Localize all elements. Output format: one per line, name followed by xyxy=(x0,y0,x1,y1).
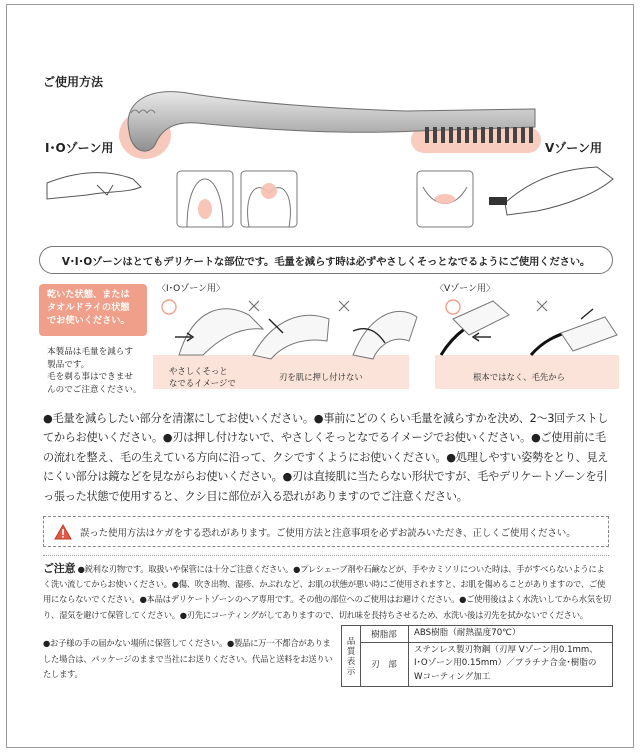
handle-value: ABS樹脂（耐熱温度70℃） xyxy=(414,628,521,638)
ng-mark-1 xyxy=(249,301,259,311)
separator xyxy=(43,555,609,556)
ok-mark-io xyxy=(162,300,176,314)
blade-value: ステンレス製刃物鋼（刃厚 Vゾーン用0.1mm、 I･Oゾーン用0.15mm）／プラチナ合金･樹脂の Wコーティング加工 xyxy=(414,645,598,682)
caption-gentle: やさしくそっと なでるイメージで xyxy=(169,366,236,388)
caution-text: ●鋭利な刃物です。取扱いや保管には十分ご注意ください。●プレシェーブ剤や石鹸などが、手やカミソリについた時は、手がすべらないようによく洗い流してからお使いください。●傷、吹き出物、湿疹、かぶれなど、お肌の状態が悪い時にご使用されますと、お肌を傷めることがありますので、ご使用にならないでください。●本品はデリケートゾーンのヘア専用です。その他の部位へのご使用はお避けください。●ご使用後はよく水洗いしてから水気を切り、湿気を避けて保管してください。●刃先にコーティングがしてありますので、切れ味を長持ちさせるため、水洗い後は刃先を拭かないでください。 xyxy=(43,564,611,620)
usage-instructions: ●毛量を減らしたい部分を清潔にしてお使いください。●事前にどのくらい毛量を減らすかを決め、2～3回テストしてからお使いください。●刃は押し付けないで、やさしくそっとなでるイメージでお使いください。●ご使用前に毛の流れを整え、毛の生えている方向に沿って、クシですくようにお使いください。●処理しやすい姿勢をとり、見えにくい部分は鏡などを見ながらお使いください。●刃は直接肌に当たらない形状ですが、毛やデリケートゾーンを引っ張った状態で使用すると、クシ目に部位が入る恐れがありますのでご注意ください。 xyxy=(43,412,609,503)
warning-icon xyxy=(54,524,72,540)
caution-heading: ご注意 xyxy=(43,562,76,575)
caption-hair-tips: 根本ではなく、毛先から xyxy=(473,372,565,382)
caution-section xyxy=(43,561,611,623)
page-title: ご使用方法 xyxy=(43,75,104,89)
blade-key: 刃 部 xyxy=(360,642,409,686)
caution-text-2: ●お子様の手の届かない場所に保管してください。●製品に万一不都合がありました場合は、パッケージのままで当社にお送りください。代品と送料をお送りいたします。 xyxy=(43,638,333,680)
side-note: 本製品は毛量を減らす 製品です。 毛を剃る事はできませ んのでご注意ください。 xyxy=(47,347,142,395)
ok-mark-v xyxy=(446,300,460,314)
ng-mark-3 xyxy=(537,301,547,311)
ng-mark-2 xyxy=(339,301,349,311)
quality-table xyxy=(341,625,613,687)
v-sub-label: 〈Vゾーン用〉 xyxy=(435,284,495,294)
io-sub-label: 〈I･Oゾーン用〉 xyxy=(157,284,226,294)
caption-no-press: 刃を肌に押し付けない xyxy=(279,372,363,382)
handle-key: 樹脂部 xyxy=(360,626,409,642)
instruction-sheet xyxy=(6,4,634,748)
v-zone-label: Vゾーン用 xyxy=(545,141,603,155)
warning-text: 誤った使用方法はケガをする恐れがあります。ご使用方法と注意事項を必ずお読みいただき、正しくご使用ください。 xyxy=(80,527,576,539)
quality-header: 品 質 表 示 xyxy=(342,626,361,686)
dry-usage-note: 乾いた状態、または タオルドライの状態 でお使いください。 xyxy=(39,284,147,336)
caution-banner: V･I･Oゾーンはとてもデリケートな部位です。毛量を減らす時は必ずやさしくそっとなでるようにご使用ください。 xyxy=(39,246,613,274)
quality-row-handle xyxy=(360,626,612,643)
warning-box xyxy=(43,516,609,547)
io-zone-label: I･Oゾーン用 xyxy=(45,141,114,155)
quality-row-blade xyxy=(360,642,612,686)
razor-illustration xyxy=(37,83,617,233)
